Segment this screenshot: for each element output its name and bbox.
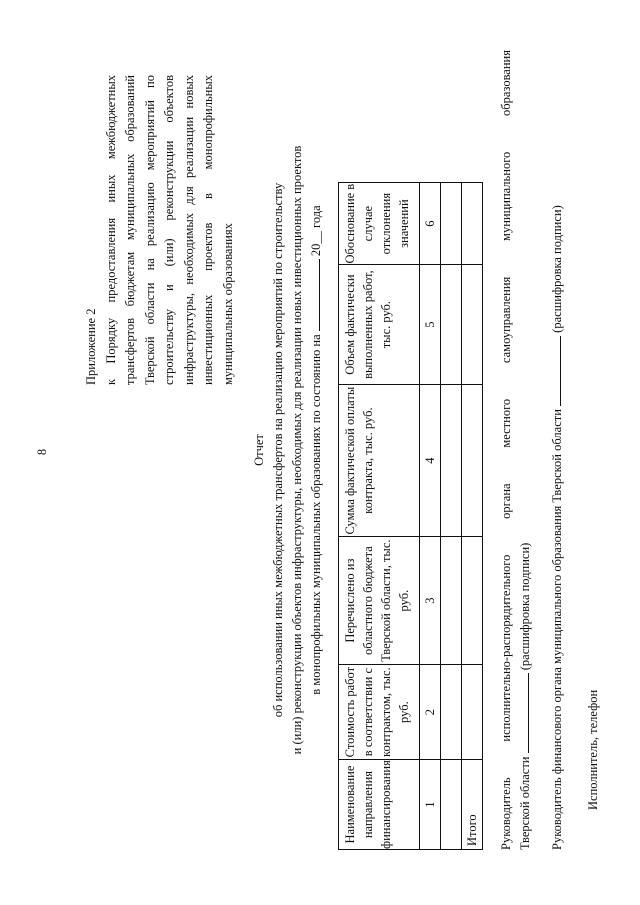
signature-word: исполнительно-распорядительного — [499, 554, 513, 742]
table-cell — [441, 665, 462, 760]
signature-hint: (расшифровка подписи) — [518, 542, 532, 671]
report-year: 20__ года — [309, 205, 323, 257]
table-cell — [441, 183, 462, 265]
table-header-cell: Сумма фактической оплаты контракта, тыс. руб. — [339, 385, 420, 537]
signature-word: органа — [499, 483, 513, 519]
finance-signature-line — [548, 50, 567, 850]
column-number-cell: 5 — [420, 265, 441, 385]
report-title-line-3 — [307, 25, 326, 875]
table-header-cell: Наименование направления финансирования — [339, 760, 420, 850]
signature-word: образования — [499, 50, 513, 116]
head-signature-line-2 — [516, 50, 535, 850]
report-table — [338, 182, 483, 850]
head-signature-block — [497, 50, 535, 850]
appendix-block — [82, 75, 238, 385]
report-heading: Отчет — [252, 434, 266, 466]
signature-blank — [560, 336, 561, 406]
column-number-cell: 2 — [420, 665, 441, 760]
signature-blank — [528, 673, 529, 753]
table-cell — [441, 537, 462, 665]
table-row — [441, 183, 462, 850]
table-cell — [441, 760, 462, 850]
page-number: 8 — [35, 448, 49, 456]
head-signature-prefix: Тверской области — [518, 756, 532, 850]
column-number-cell: 6 — [420, 183, 441, 265]
signature-word: Руководитель — [499, 777, 513, 850]
table-cell — [441, 265, 462, 385]
column-number-cell: 1 — [420, 760, 441, 850]
table-header-cell: Перечислено из областного бюджета Тверской области, тыс. руб. — [339, 537, 420, 665]
table-cell — [462, 265, 483, 385]
signature-word: местного — [499, 398, 513, 448]
table-header-row — [339, 183, 420, 850]
signature-word: самоуправления — [499, 276, 513, 364]
report-title-line-2: и (или) реконструкции объектов инфраструктуры, необходимых для реализации новых инвестиционных проектов — [290, 145, 304, 755]
table-total-row — [462, 183, 483, 850]
signature-hint: (расшифровка подписи) — [550, 205, 564, 333]
appendix-text: к Порядку предоставления иных межбюджетных трансфертов бюджетам муниципальных образований Тверской области на реализацию мероприятий по строительству и (или) реконструкции объектов инфраструктуры, необходимых для реализации новых инвестиционных проектов в монопрофильных муниципальных образованиях — [103, 75, 235, 385]
report-title-line-1: об использовании иных межбюджетных трансфертов на реализацию мероприятий по строительству — [271, 182, 285, 718]
table-cell — [462, 665, 483, 760]
report-title — [250, 25, 326, 875]
column-number-cell: 4 — [420, 385, 441, 537]
table-header-cell: Стоимость работ в соответствии с контрактом, тыс. руб. — [339, 665, 420, 760]
column-number-cell: 3 — [420, 537, 441, 665]
table-cell — [462, 537, 483, 665]
executor-line: Исполнитель, телефон — [586, 689, 600, 810]
appendix-title: Приложение 2 — [84, 308, 98, 385]
table-column-number-row — [420, 183, 441, 850]
table-header-cell: Объем фактически выполненных работ, тыс. руб. — [339, 265, 420, 385]
table-cell — [462, 385, 483, 537]
report-date-blank — [319, 259, 320, 331]
signature-word: муниципального — [499, 151, 513, 241]
finance-signature-prefix: Руководитель финансового органа муниципального образования Тверской области — [550, 409, 564, 850]
table-cell — [462, 183, 483, 265]
table-cell — [441, 385, 462, 537]
head-signature-line-1 — [497, 50, 516, 850]
report-date-prefix: в монопрофильных муниципальных образованиях по состоянию на — [309, 334, 323, 695]
table-header-cell: Обоснование в случае отклонения значений — [339, 183, 420, 265]
total-label: Итого — [462, 760, 483, 850]
